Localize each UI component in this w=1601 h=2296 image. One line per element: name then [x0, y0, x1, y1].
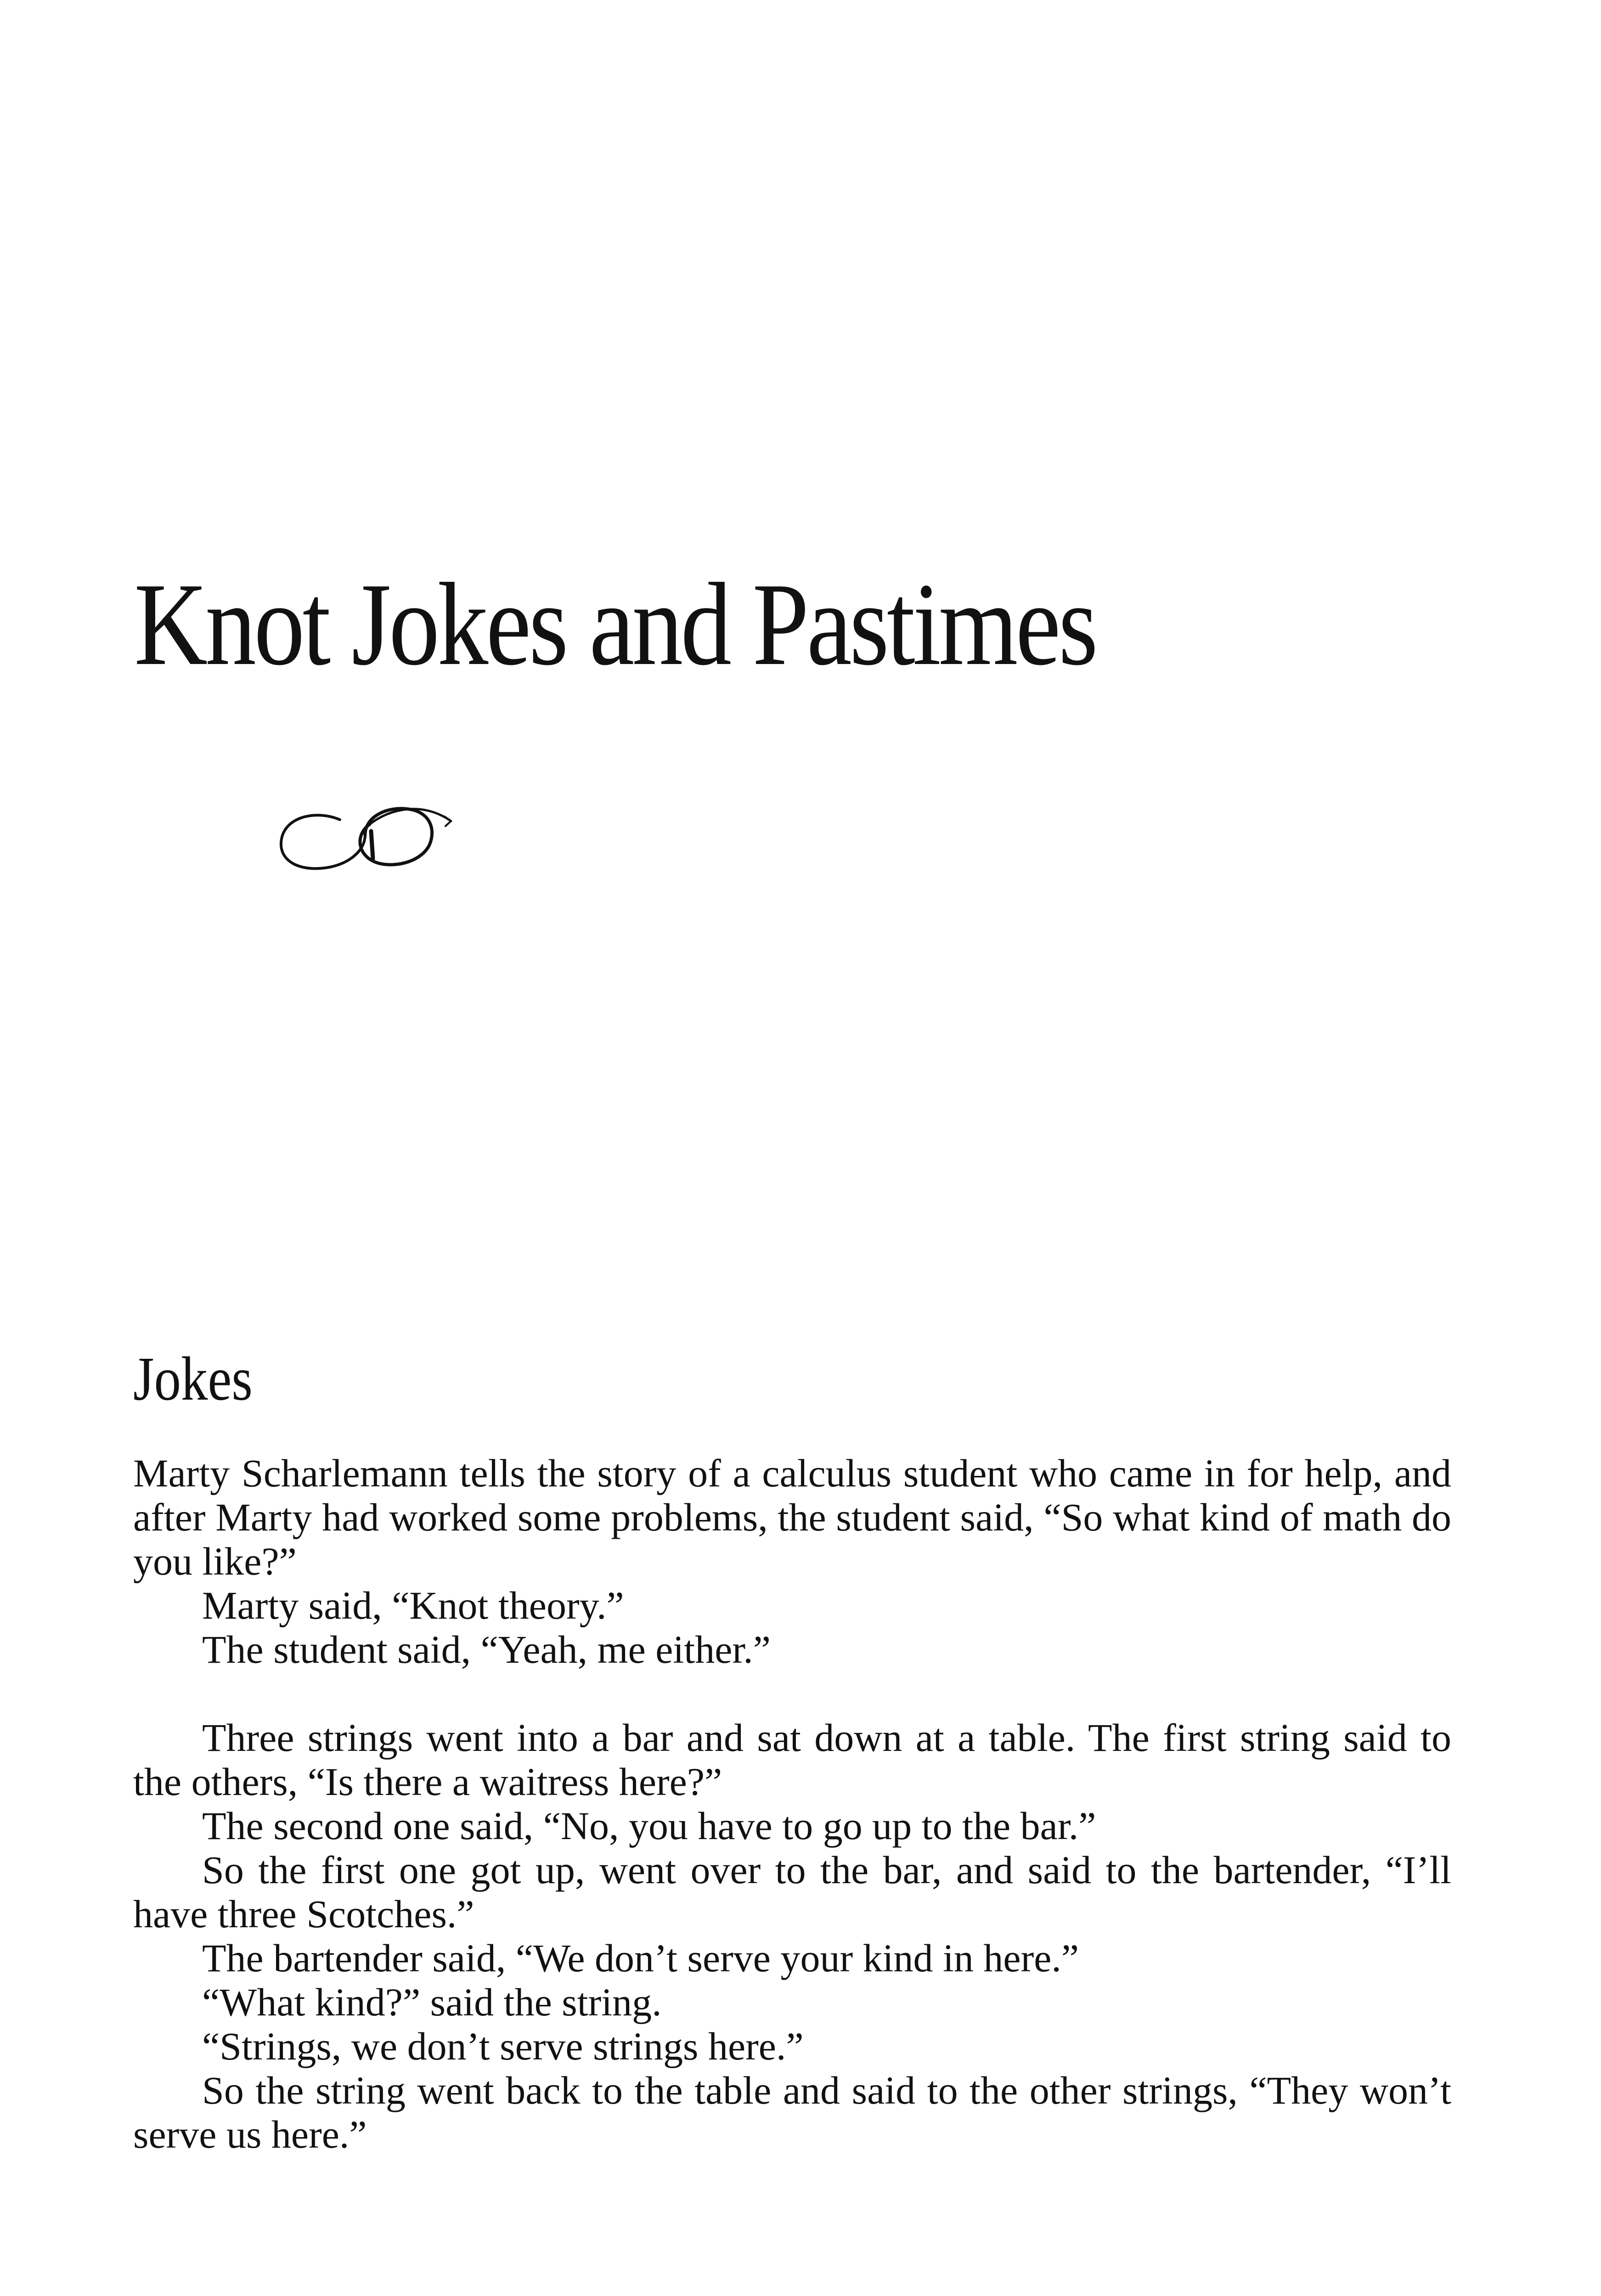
section-heading: Jokes — [133, 1345, 253, 1413]
body-text — [133, 1451, 1451, 2156]
paragraph: Marty Scharlemann tells the story of a calculus student who came in for help, and after Marty had worked some problems, the student said, “So what kind of math do you like?” — [133, 1451, 1451, 1583]
paragraph: So the string went back to the table and said to the other strings, “They won’t serve us here.” — [133, 2068, 1451, 2156]
paragraph: The student said, “Yeah, me either.” — [202, 1627, 771, 1671]
paragraph: So the first one got up, went over to the bar, and said to the bartender, “I’ll have three Scotches.” — [133, 1848, 1451, 1936]
paragraph: Marty said, “Knot theory.” — [202, 1583, 624, 1627]
paragraph: Three strings went into a bar and sat down at a table. The first string said to the others, “Is there a waitress here?” — [133, 1716, 1451, 1804]
paragraph: “Strings, we don’t serve strings here.” — [202, 2024, 804, 2068]
paragraph: “What kind?” said the string. — [202, 1980, 662, 2024]
chapter-title: Knot Jokes and Pastimes — [134, 558, 1096, 690]
paragraph: The bartender said, “We don’t serve your kind in here.” — [202, 1936, 1079, 1980]
flourish-icon — [271, 781, 464, 886]
paragraph: The second one said, “No, you have to go up to the bar.” — [202, 1804, 1096, 1848]
